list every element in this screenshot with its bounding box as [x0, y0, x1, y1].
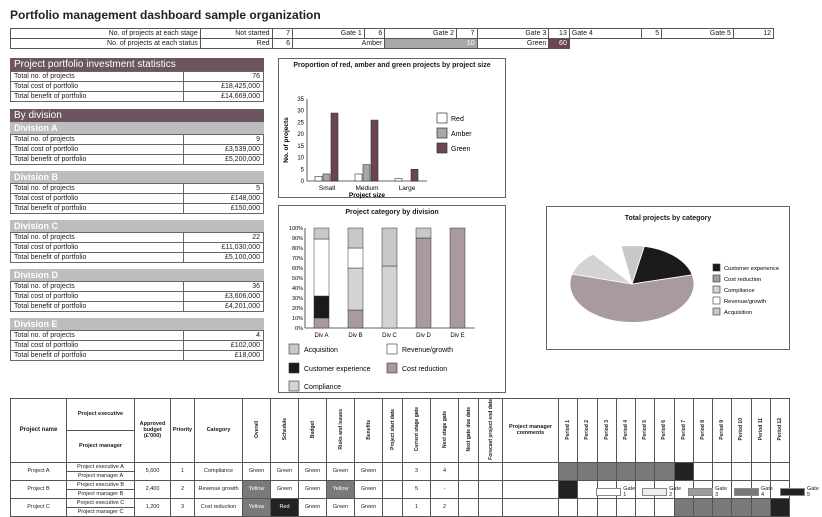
legend-label: Compliance — [304, 384, 341, 391]
y-tick-label: 25 — [297, 120, 304, 127]
period-cell — [713, 498, 732, 516]
period-cell — [751, 462, 770, 480]
period-cell — [732, 462, 751, 480]
table-row[interactable] — [11, 462, 790, 471]
col-period: Period 10 — [732, 399, 751, 463]
project-category: Cost reduction — [195, 498, 243, 516]
next-gate: 2 — [431, 498, 459, 516]
chart1-svg — [279, 69, 505, 199]
y-tick-label: 70% — [291, 256, 303, 262]
division-heading: Division B — [10, 171, 264, 183]
col-pm: Project manager — [67, 430, 135, 462]
bar-segment — [314, 296, 329, 318]
bar-segment — [348, 248, 363, 268]
bar-green — [411, 169, 418, 181]
bar-amber — [323, 174, 330, 181]
x-tick-label: Small — [318, 185, 336, 192]
col-category: Category — [195, 399, 243, 463]
stage-value: 13 — [549, 29, 570, 39]
chart2-title: Project category by division — [345, 209, 439, 216]
col-schedule: Schedule — [271, 399, 299, 463]
project-name: Project A — [11, 462, 67, 480]
col-priority: Priority — [171, 399, 195, 463]
period-cell — [616, 498, 635, 516]
col-budget: Approved budget (£'000) — [135, 399, 171, 463]
col-period: Period 8 — [693, 399, 712, 463]
project-name: Project C — [11, 498, 67, 516]
bar-red — [315, 176, 322, 181]
col-exec: Project executive — [67, 399, 135, 431]
col-risks: Risks and issues — [327, 399, 355, 463]
x-tick-label: Div D — [416, 333, 431, 339]
rag-budget-rag: Green — [299, 462, 327, 480]
rag-benefits: Green — [355, 462, 383, 480]
bar-segment — [416, 238, 431, 328]
legend-swatch — [289, 363, 299, 373]
legend-label: Customer experience — [724, 266, 780, 272]
col-next-gate: Next stage gate — [431, 399, 459, 463]
legend-swatch — [289, 381, 299, 391]
current-gate: 5 — [403, 480, 431, 498]
legend-label: Green — [451, 146, 471, 153]
period-cell — [674, 498, 693, 516]
legend-swatch — [437, 128, 447, 138]
division-stat-value: 22 — [184, 233, 264, 243]
bar-segment — [314, 228, 329, 239]
chart3-title: Total projects by category — [624, 215, 712, 222]
division-stat-label: Total cost of portfolio — [11, 292, 184, 302]
status-amber-label: Amber — [293, 39, 385, 49]
y-tick-label: 60% — [291, 266, 303, 272]
y-tick-label: 80% — [291, 246, 303, 252]
next-gate-due — [459, 462, 479, 480]
division-stat-label: Total no. of projects — [11, 331, 184, 341]
y-tick-label: 20% — [291, 306, 303, 312]
period-cell — [732, 498, 751, 516]
project-exec: Project executive B — [67, 480, 135, 489]
col-period: Period 1 — [559, 399, 578, 463]
bar-segment — [416, 228, 431, 238]
stage-value: 6 — [364, 29, 385, 39]
pm-comments — [503, 498, 559, 516]
divisions-list — [10, 122, 264, 361]
investment-stats — [10, 58, 264, 361]
bar-segment — [348, 268, 363, 310]
rag-overall: Green — [243, 462, 271, 480]
period-cell — [559, 462, 578, 480]
rag-overall: Yellow — [243, 480, 271, 498]
project-budget: 5,600 — [135, 462, 171, 480]
division-stat-value: £148,000 — [184, 194, 264, 204]
bar-red — [355, 174, 362, 181]
page-title: Portfolio management dashboard sample organization — [10, 8, 321, 22]
division-stat-value: £3,606,000 — [184, 292, 264, 302]
project-exec: Project executive A — [67, 462, 135, 471]
gate-key-item: Gate 5 — [780, 486, 822, 498]
x-tick-label: Div C — [382, 333, 397, 339]
rag-schedule: Red — [271, 498, 299, 516]
col-next-gate-due: Next gate due date — [459, 399, 479, 463]
next-gate: - — [431, 480, 459, 498]
bar-red — [395, 179, 402, 181]
period-cell — [597, 498, 616, 516]
division-heading: Division A — [10, 122, 264, 134]
division-stat-label: Total no. of projects — [11, 233, 184, 243]
period-cell — [751, 498, 770, 516]
col-period: Period 5 — [636, 399, 655, 463]
gate-key-item: Gate 4 — [734, 486, 776, 498]
division-stat-label: Total cost of portfolio — [11, 341, 184, 351]
bar-segment — [348, 228, 363, 248]
project-start — [383, 462, 403, 480]
project-manager: Project manager B — [67, 489, 135, 498]
period-cell — [578, 480, 597, 498]
division-stat-label: Total no. of projects — [11, 282, 184, 292]
rag-risks: Green — [327, 498, 355, 516]
status-green-label: Green — [477, 39, 549, 49]
x-tick-label: Div E — [450, 333, 465, 339]
division-stat-label: Total cost of portfolio — [11, 243, 184, 253]
next-gate-due — [459, 480, 479, 498]
col-period: Period 9 — [713, 399, 732, 463]
project-priority: 3 — [171, 498, 195, 516]
project-budget: 1,200 — [135, 498, 171, 516]
period-cell — [559, 498, 578, 516]
division-heading: Division E — [10, 318, 264, 330]
legend-label: Cost reduction — [724, 277, 762, 283]
bar-green — [371, 120, 378, 181]
col-comments: Project manager comments — [503, 399, 559, 463]
gate-swatch — [596, 488, 621, 496]
rag-benefits: Green — [355, 480, 383, 498]
period-cell — [578, 462, 597, 480]
col-overall: Overall — [243, 399, 271, 463]
legend-swatch — [437, 113, 447, 123]
x-axis-label: Project size — [348, 192, 386, 199]
current-gate: 1 — [403, 498, 431, 516]
period-cell — [578, 498, 597, 516]
col-period: Period 11 — [751, 399, 770, 463]
bar-green — [331, 113, 338, 181]
period-cell — [770, 462, 789, 480]
stage-value: 7 — [272, 29, 293, 39]
gate-swatch — [642, 488, 667, 496]
gate-swatch — [688, 488, 713, 496]
x-tick-label: Div B — [348, 333, 363, 339]
status-amber-value: 10 — [385, 39, 477, 49]
project-start — [383, 498, 403, 516]
project-table — [10, 398, 790, 517]
y-tick-label: 30 — [297, 108, 304, 115]
division-stat-label: Total benefit of portfolio — [11, 302, 184, 312]
col-forecast-end: Forecast project end date — [479, 399, 503, 463]
division-stat-value: £18,000 — [184, 351, 264, 361]
y-axis-label: No. of projects — [283, 117, 290, 163]
chart2-svg — [279, 216, 505, 391]
table-row[interactable] — [11, 498, 790, 507]
col-period: Period 4 — [616, 399, 635, 463]
division-stat-value: £3,539,000 — [184, 145, 264, 155]
period-cell — [655, 462, 674, 480]
table-header-row — [11, 399, 790, 431]
division-stat-value: 4 — [184, 331, 264, 341]
stage-name: Gate 2 — [385, 29, 457, 39]
gate-key — [596, 486, 822, 498]
y-tick-label: 10% — [291, 316, 303, 322]
y-tick-label: 35 — [297, 97, 304, 103]
bar-segment — [348, 310, 363, 328]
division-heading: Division D — [10, 269, 264, 281]
legend-label: Cost reduction — [402, 366, 448, 373]
project-budget: 2,400 — [135, 480, 171, 498]
category-by-division-chart — [278, 205, 506, 393]
forecast-end — [479, 498, 503, 516]
forecast-end — [479, 480, 503, 498]
y-tick-label: 0 — [300, 179, 304, 185]
gate-swatch — [734, 488, 759, 496]
stage-name: Gate 4 — [569, 29, 641, 39]
period-cell — [674, 462, 693, 480]
division-stat-value: £5,200,000 — [184, 155, 264, 165]
legend-label: Revenue/growth — [402, 347, 453, 354]
x-tick-label: Div A — [314, 333, 329, 339]
project-name: Project B — [11, 480, 67, 498]
period-cell — [597, 462, 616, 480]
status-label: No. of projects at each status — [11, 39, 201, 49]
investment-heading: Project portfolio investment statistics — [10, 58, 264, 71]
division-table — [10, 183, 264, 214]
pm-comments — [503, 462, 559, 480]
x-tick-label: Large — [398, 185, 416, 192]
col-period: Period 12 — [770, 399, 789, 463]
col-benefits: Benefits — [355, 399, 383, 463]
col-name: Project name — [11, 399, 67, 463]
stage-value: 5 — [641, 29, 662, 39]
rag-risks: Green — [327, 462, 355, 480]
legend-label: Revenue/growth — [724, 299, 767, 305]
division-stat-value: 36 — [184, 282, 264, 292]
col-period: Period 2 — [578, 399, 597, 463]
bar-segment — [450, 228, 465, 328]
division-stat-value: 5 — [184, 184, 264, 194]
project-priority: 2 — [171, 480, 195, 498]
next-gate-due — [459, 498, 479, 516]
bar-segment — [382, 266, 397, 328]
division-stat-value: £5,100,000 — [184, 253, 264, 263]
project-category: Revenue growth — [195, 480, 243, 498]
stage-name: Gate 5 — [662, 29, 734, 39]
legend-label: Acquisition — [724, 310, 753, 316]
stat-value: £14,669,000 — [184, 92, 264, 102]
stage-name: Gate 1 — [293, 29, 365, 39]
period-cell — [636, 498, 655, 516]
division-stat-value: £150,000 — [184, 204, 264, 214]
division-stat-value: 9 — [184, 135, 264, 145]
status-red-label: Red — [200, 39, 272, 49]
period-cell — [713, 462, 732, 480]
division-table — [10, 134, 264, 165]
chart1-title: Proportion of red, amber and green projects by project size — [293, 62, 491, 69]
legend-swatch — [387, 363, 397, 373]
y-tick-label: 50% — [291, 276, 303, 282]
stage-value: 12 — [733, 29, 773, 39]
period-cell — [693, 498, 712, 516]
legend-swatch — [387, 344, 397, 354]
col-budget-rag: Budget — [299, 399, 327, 463]
stage-name: Not started — [200, 29, 272, 39]
division-stat-label: Total benefit of portfolio — [11, 253, 184, 263]
division-stat-label: Total no. of projects — [11, 184, 184, 194]
gate-key-item: Gate 1 — [596, 486, 638, 498]
division-stat-label: Total benefit of portfolio — [11, 155, 184, 165]
project-manager: Project manager A — [67, 471, 135, 480]
col-start: Project start date — [383, 399, 403, 463]
y-tick-label: 15 — [297, 143, 304, 150]
y-tick-label: 100% — [288, 226, 303, 232]
status-empty — [569, 39, 773, 49]
investment-table — [10, 71, 264, 102]
gate-key-item: Gate 2 — [642, 486, 684, 498]
legend-swatch — [289, 344, 299, 354]
rag-by-size-chart — [278, 58, 506, 198]
forecast-end — [479, 462, 503, 480]
stage-name: Gate 3 — [477, 29, 549, 39]
stat-value: 76 — [184, 72, 264, 82]
rag-budget-rag: Green — [299, 498, 327, 516]
rag-overall: Yellow — [243, 498, 271, 516]
legend-label: Red — [451, 116, 464, 123]
current-gate: 3 — [403, 462, 431, 480]
stat-label: Total no. of projects — [11, 72, 184, 82]
stage-value: 7 — [457, 29, 478, 39]
division-stat-label: Total benefit of portfolio — [11, 351, 184, 361]
legend-label: Customer experience — [304, 366, 371, 373]
stat-label: Total benefit of portfolio — [11, 92, 184, 102]
y-tick-label: 20 — [297, 132, 304, 139]
y-tick-label: 90% — [291, 236, 303, 242]
division-stat-label: Total no. of projects — [11, 135, 184, 145]
legend-label: Compliance — [724, 288, 755, 294]
division-table — [10, 281, 264, 312]
period-cell — [770, 498, 789, 516]
period-cell — [559, 480, 578, 498]
gate-key-item: Gate 3 — [688, 486, 730, 498]
project-category: Compliance — [195, 462, 243, 480]
status-row — [11, 39, 774, 49]
project-manager: Project manager C — [67, 507, 135, 516]
y-tick-label: 5 — [300, 167, 304, 174]
period-cell — [636, 462, 655, 480]
legend-swatch — [713, 275, 720, 282]
by-division-heading: By division — [10, 109, 264, 122]
y-tick-label: 0% — [295, 326, 303, 332]
project-exec: Project executive C — [67, 498, 135, 507]
col-period: Period 7 — [674, 399, 693, 463]
division-stat-label: Total benefit of portfolio — [11, 204, 184, 214]
legend-swatch — [713, 264, 720, 271]
bar-segment — [314, 318, 329, 328]
rag-schedule: Green — [271, 462, 299, 480]
division-stat-value: £11,030,000 — [184, 243, 264, 253]
division-table — [10, 232, 264, 263]
rag-schedule: Green — [271, 480, 299, 498]
x-tick-label: Medium — [355, 185, 379, 192]
legend-swatch — [713, 308, 720, 315]
status-red-value: 6 — [272, 39, 293, 49]
division-table — [10, 330, 264, 361]
division-stat-label: Total cost of portfolio — [11, 194, 184, 204]
col-period: Period 6 — [655, 399, 674, 463]
bar-segment — [314, 239, 329, 296]
category-pie-chart — [546, 206, 790, 350]
division-stat-label: Total cost of portfolio — [11, 145, 184, 155]
status-green-value: 60 — [549, 39, 570, 49]
bar-segment — [382, 228, 397, 266]
next-gate: 4 — [431, 462, 459, 480]
pm-comments — [503, 480, 559, 498]
rag-risks: Yellow — [327, 480, 355, 498]
gate-swatch — [780, 488, 805, 496]
legend-swatch — [437, 143, 447, 153]
period-cell — [655, 498, 674, 516]
y-tick-label: 10 — [297, 155, 304, 162]
legend-label: Acquisition — [304, 347, 338, 354]
y-tick-label: 30% — [291, 296, 303, 302]
project-start — [383, 480, 403, 498]
col-current-gate: Current stage gate — [403, 399, 431, 463]
period-cell — [693, 462, 712, 480]
y-tick-label: 40% — [291, 286, 303, 292]
bar-amber — [363, 165, 370, 181]
legend-label: Amber — [451, 131, 472, 138]
project-priority: 1 — [171, 462, 195, 480]
division-stat-value: £4,201,000 — [184, 302, 264, 312]
division-stat-value: £102,000 — [184, 341, 264, 351]
stages-row — [11, 29, 774, 39]
legend-swatch — [713, 286, 720, 293]
period-cell — [616, 462, 635, 480]
chart3-svg — [547, 222, 789, 347]
col-period: Period 3 — [597, 399, 616, 463]
rag-benefits: Green — [355, 498, 383, 516]
stage-status-table — [10, 28, 774, 49]
division-heading: Division C — [10, 220, 264, 232]
stages-label: No. of projects at each stage — [11, 29, 201, 39]
stat-value: £18,425,000 — [184, 82, 264, 92]
rag-budget-rag: Green — [299, 480, 327, 498]
stat-label: Total cost of portfolio — [11, 82, 184, 92]
legend-swatch — [713, 297, 720, 304]
